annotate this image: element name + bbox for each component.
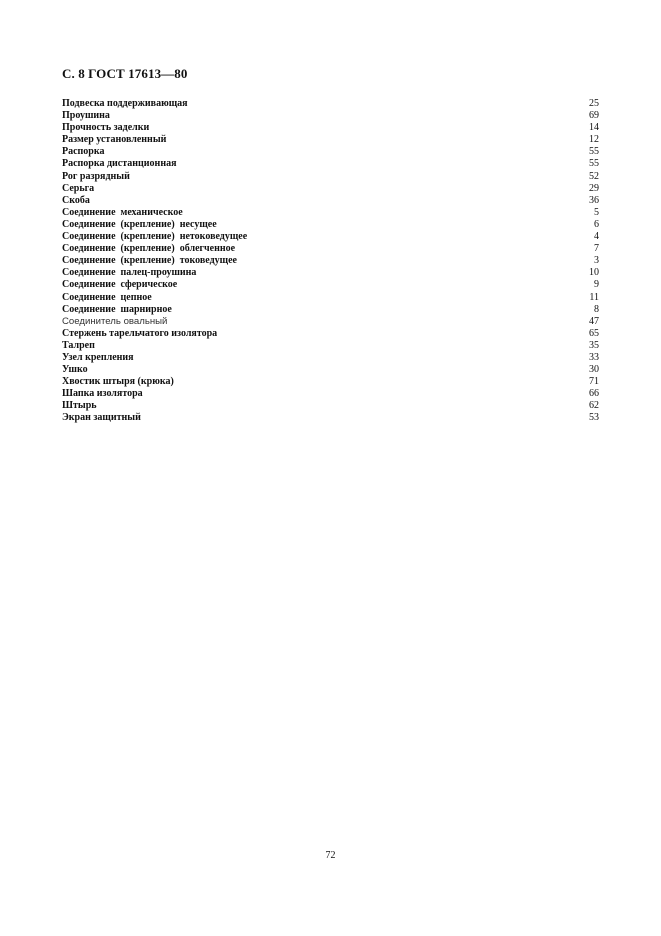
list-item	[62, 364, 599, 376]
index-term: Соединение механическое	[62, 206, 183, 218]
index-term: Соединение (крепление) нетоковедущее	[62, 231, 248, 243]
index-page-number: 5	[594, 206, 599, 218]
index-page-number: 14	[589, 122, 599, 134]
index-term: Соединение сферическое	[62, 279, 178, 291]
index-page-number: 55	[589, 158, 599, 170]
index-page-number: 71	[589, 376, 599, 388]
list-item	[62, 376, 599, 388]
index-term: Соединение шарнирное	[62, 303, 172, 315]
list-item	[62, 279, 599, 291]
index-term: Хвостик штыря (крюка)	[62, 376, 174, 388]
list-item	[62, 219, 599, 231]
index-page-number: 47	[589, 315, 599, 327]
list-item	[62, 231, 599, 243]
index-term: Соединение (крепление) несущее	[62, 218, 217, 230]
list-item	[62, 134, 599, 146]
list-item	[62, 207, 599, 219]
index-term: Прочность заделки	[62, 122, 150, 134]
index-term: Проушина	[62, 110, 110, 122]
list-item	[62, 400, 599, 412]
index-term: Размер установленный	[62, 134, 167, 146]
index-page-number: 62	[589, 400, 599, 412]
list-item	[62, 292, 599, 304]
list-item	[62, 328, 599, 340]
index-page-number: 6	[594, 218, 599, 230]
index-page-number: 11	[589, 291, 599, 303]
index-page-number: 65	[589, 327, 599, 339]
index-term: Серьга	[62, 182, 95, 194]
index-term: Соединение цепное	[62, 291, 152, 303]
index-term: Соединитель овальный	[62, 315, 168, 327]
index-term: Соединение (крепление) облегченное	[62, 243, 236, 255]
page-title: С. 8 ГОСТ 17613—80	[62, 66, 188, 81]
list-item	[62, 243, 599, 255]
list-item	[62, 304, 599, 316]
index-page-number: 69	[589, 110, 599, 122]
term-index-list	[62, 98, 599, 425]
index-page-number: 10	[589, 267, 599, 279]
list-item	[62, 352, 599, 364]
list-item	[62, 316, 599, 328]
index-term: Распорка	[62, 146, 105, 158]
index-term: Стержень тарельчатого изолятора	[62, 327, 218, 339]
index-term: Штырь	[62, 400, 97, 412]
list-item	[62, 340, 599, 352]
index-page-number: 52	[589, 170, 599, 182]
index-term: Рог разрядный	[62, 170, 130, 182]
list-item	[62, 195, 599, 207]
index-term: Распорка дистанционная	[62, 158, 177, 170]
index-term: Шапка изолятора	[62, 388, 143, 400]
list-item	[62, 412, 599, 424]
index-term: Экран защитный	[62, 412, 141, 424]
list-item	[62, 255, 599, 267]
index-page-number: 53	[589, 412, 599, 424]
index-term: Талреп	[62, 339, 95, 351]
list-item	[62, 267, 599, 279]
index-page-number: 33	[589, 351, 599, 363]
page-number: 72	[325, 850, 336, 861]
index-term: Соединение (крепление) токоведущее	[62, 255, 237, 267]
index-term: Ушко	[62, 364, 88, 376]
list-item	[62, 98, 599, 110]
index-page-number: 36	[589, 194, 599, 206]
index-page-number: 8	[594, 303, 599, 315]
list-item	[62, 146, 599, 158]
index-term: Подвеска поддерживающая	[62, 98, 188, 109]
list-item	[62, 122, 599, 134]
index-page-number: 7	[594, 243, 599, 255]
index-page-number: 55	[589, 146, 599, 158]
index-term: Узел крепления	[62, 351, 134, 363]
index-term: Скоба	[62, 194, 90, 206]
list-item	[62, 110, 599, 122]
index-page-number: 4	[594, 231, 599, 243]
index-term: Соединение палец-проушина	[62, 267, 197, 279]
index-page-number: 29	[589, 182, 599, 194]
list-item	[62, 171, 599, 183]
index-page-number: 25	[589, 98, 599, 109]
index-page-number: 3	[594, 255, 599, 267]
index-page-number: 12	[589, 134, 599, 146]
list-item	[62, 388, 599, 400]
index-page-number: 30	[589, 364, 599, 376]
index-page-number: 66	[589, 388, 599, 400]
list-item	[62, 183, 599, 195]
list-item	[62, 158, 599, 170]
index-page-number: 35	[589, 339, 599, 351]
index-page-number: 9	[594, 279, 599, 291]
